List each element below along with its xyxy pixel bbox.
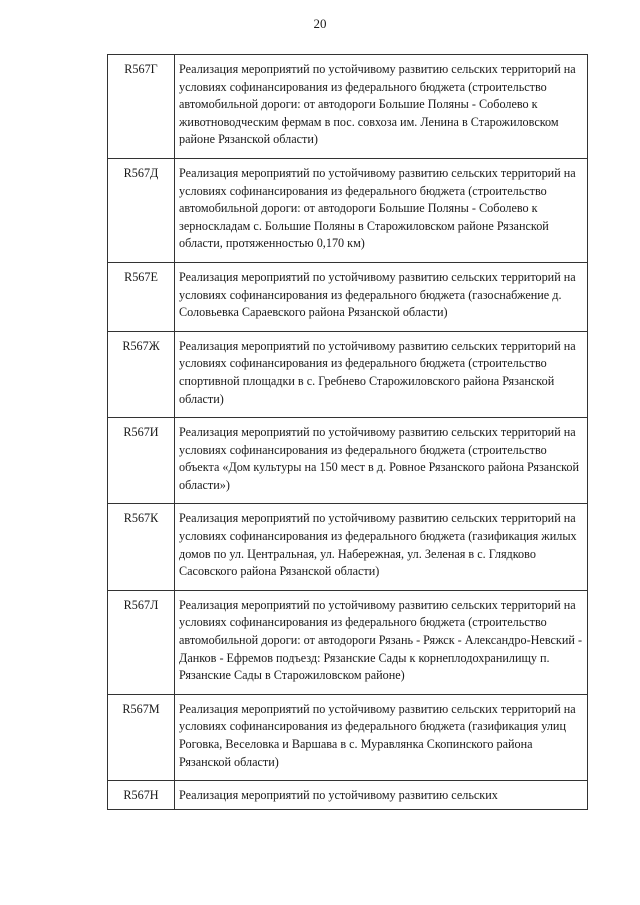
- budget-codes-table: [107, 54, 588, 810]
- row-description: Реализация мероприятий по устойчивому развитию сельских территорий на условиях софинансирования из федерального бюджета (строительство автомобильной дороги: от автодороги Большие Поляны - Соболево к животноводческим фермам в пос. совхоза им. Ленина в Старожиловском районе Рязанской области): [175, 55, 588, 159]
- row-description: Реализация мероприятий по устойчивому развитию сельских: [175, 781, 588, 810]
- page-number: 20: [313, 16, 327, 31]
- table-row: [108, 158, 588, 262]
- row-code: R567Е: [108, 262, 175, 331]
- table-row: [108, 781, 588, 810]
- row-description: Реализация мероприятий по устойчивому развитию сельских территорий на условиях софинансирования из федерального бюджета (строительство объекта «Дом культуры на 150 мест в д. Ровное Рязанского района Рязанской области»): [175, 418, 588, 504]
- row-description: Реализация мероприятий по устойчивому развитию сельских территорий на условиях софинансирования из федерального бюджета (строительство автомобильной дороги: от автодороги Большие Поляны - Соболево к зерноскладам с. Большие Поляны в Старожиловском районе Рязанской области, протяженностью 0,170 км): [175, 158, 588, 262]
- table-row: [108, 590, 588, 694]
- table-row: [108, 694, 588, 780]
- row-description: Реализация мероприятий по устойчивому развитию сельских территорий на условиях софинансирования из федерального бюджета (строительство спортивной площадки в с. Гребнево Старожиловского района Рязанской области): [175, 331, 588, 417]
- row-code: R567И: [108, 418, 175, 504]
- row-code: R567К: [108, 504, 175, 590]
- table-row: [108, 262, 588, 331]
- table-row: [108, 418, 588, 504]
- row-description: Реализация мероприятий по устойчивому развитию сельских территорий на условиях софинансирования из федерального бюджета (газификация жилых домов по ул. Центральная, ул. Набережная, ул. Зеленая в с. Глядково Сасовского района Рязанской области): [175, 504, 588, 590]
- row-description: Реализация мероприятий по устойчивому развитию сельских территорий на условиях софинансирования из федерального бюджета (газоснабжение д. Соловьевка Сараевского района Рязанской области): [175, 262, 588, 331]
- row-description: Реализация мероприятий по устойчивому развитию сельских территорий на условиях софинансирования из федерального бюджета (строительство автомобильной дороги: от автодороги Рязань - Ряжск - Александро-Невский - Данков - Ефремов подъезд: Рязанские Сады к корнеплодохранилищу п. Рязанские Сады в Старожиловском районе): [175, 590, 588, 694]
- table-row: [108, 504, 588, 590]
- row-code: R567Д: [108, 158, 175, 262]
- row-code: R567Г: [108, 55, 175, 159]
- row-code: R567Н: [108, 781, 175, 810]
- row-description: Реализация мероприятий по устойчивому развитию сельских территорий на условиях софинансирования из федерального бюджета (газификация улиц Роговка, Веселовка и Варшава в с. Муравлянка Скопинского района Рязанской области): [175, 694, 588, 780]
- table-row: [108, 331, 588, 417]
- table-body: [108, 55, 588, 810]
- table-row: [108, 55, 588, 159]
- row-code: R567М: [108, 694, 175, 780]
- row-code: R567Ж: [108, 331, 175, 417]
- row-code: R567Л: [108, 590, 175, 694]
